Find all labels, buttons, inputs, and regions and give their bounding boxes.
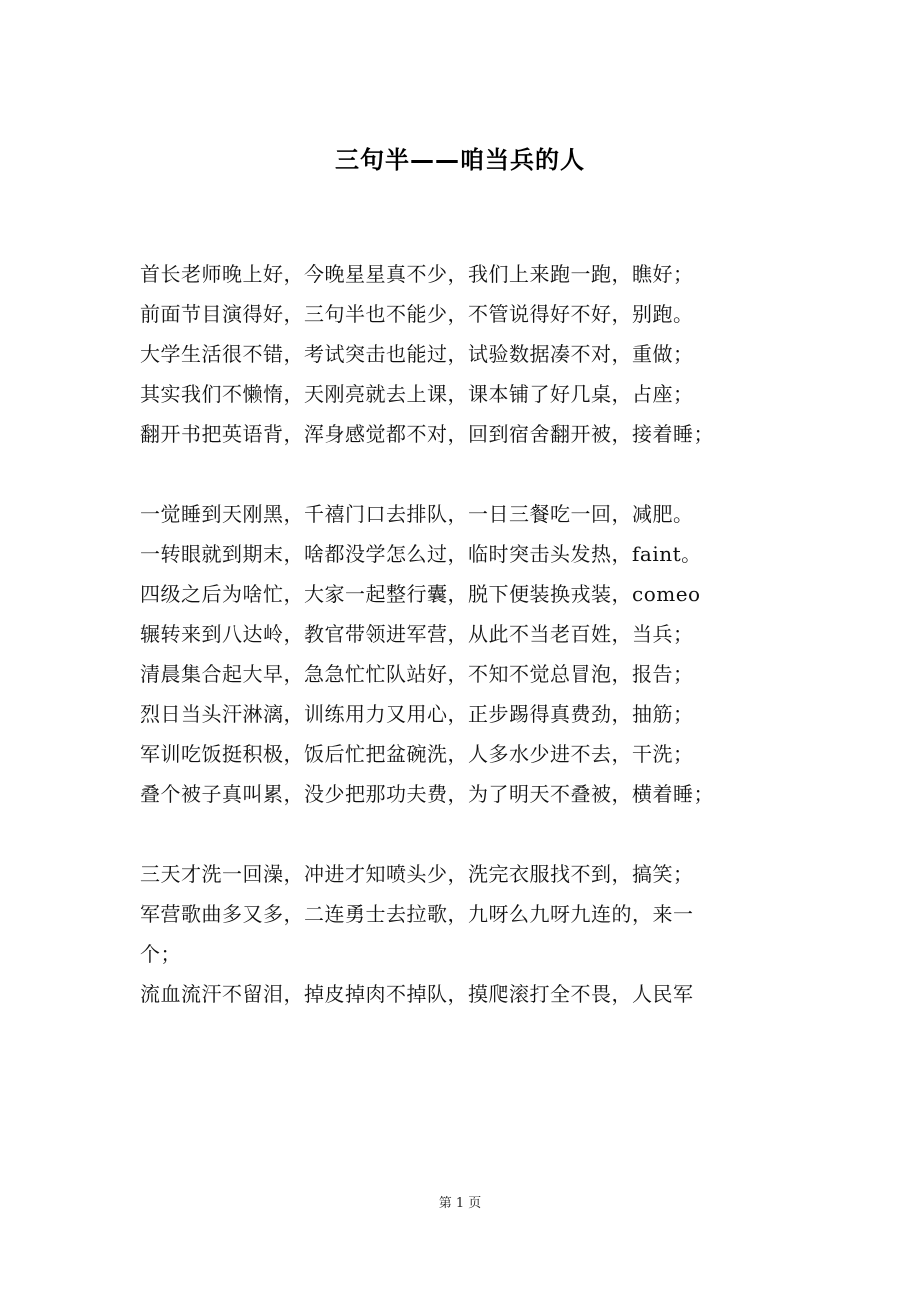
poem-line: 个； <box>140 942 181 966</box>
poem-line: 大学生活很不错，考试突击也能过，试验数据凑不对，重做； <box>140 342 694 366</box>
poem-line: 首长老师晚上好，今晚星星真不少，我们上来跑一跑，瞧好； <box>140 262 694 286</box>
blank-line <box>140 814 790 854</box>
page-title: 三句半——咱当兵的人 <box>335 146 585 174</box>
poem-line: 其实我们不懒惰，天刚亮就去上课，课本铺了好几桌，占座； <box>140 382 694 406</box>
poem-line: 前面节目演得好，三句半也不能少，不管说得好不好，别跑。 <box>140 302 694 326</box>
poem-line: 清晨集合起大早，急急忙忙队站好，不知不觉总冒泡，报告； <box>140 662 694 686</box>
poem-line: 烈日当头汗淋漓，训练用力又用心，正步踢得真费劲，抽筋； <box>140 702 694 726</box>
poem-line: 辗转来到八达岭，教官带领进军营，从此不当老百姓，当兵； <box>140 622 694 646</box>
poem-line: 流血流汗不留泪，掉皮掉肉不掉队，摸爬滚打全不畏，人民军 <box>140 982 694 1006</box>
poem-line: 军训吃饭挺积极，饭后忙把盆碗洗，人多水少进不去，干洗； <box>140 742 694 766</box>
poem-body <box>140 254 790 1014</box>
poem-line: 四级之后为啥忙，大家一起整行囊，脱下便装换戎装，comeo <box>140 582 701 606</box>
blank-line <box>140 454 790 494</box>
poem-line: 军营歌曲多又多，二连勇士去拉歌，九呀么九呀九连的，来一 <box>140 902 694 926</box>
page-number: 第 1 页 <box>438 1196 482 1211</box>
poem-line: 一转眼就到期末，啥都没学怎么过，临时突击头发热，faint。 <box>140 542 702 566</box>
poem-line: 翻开书把英语背，浑身感觉都不对，回到宿舍翻开被，接着睡； <box>140 422 714 446</box>
poem-line: 一觉睡到天刚黑，千禧门口去排队，一日三餐吃一回，减肥。 <box>140 502 694 526</box>
poem-line: 三天才洗一回澡，冲进才知喷头少，洗完衣服找不到，搞笑； <box>140 862 694 886</box>
poem-line: 叠个被子真叫累，没少把那功夫费，为了明天不叠被，横着睡； <box>140 782 714 806</box>
